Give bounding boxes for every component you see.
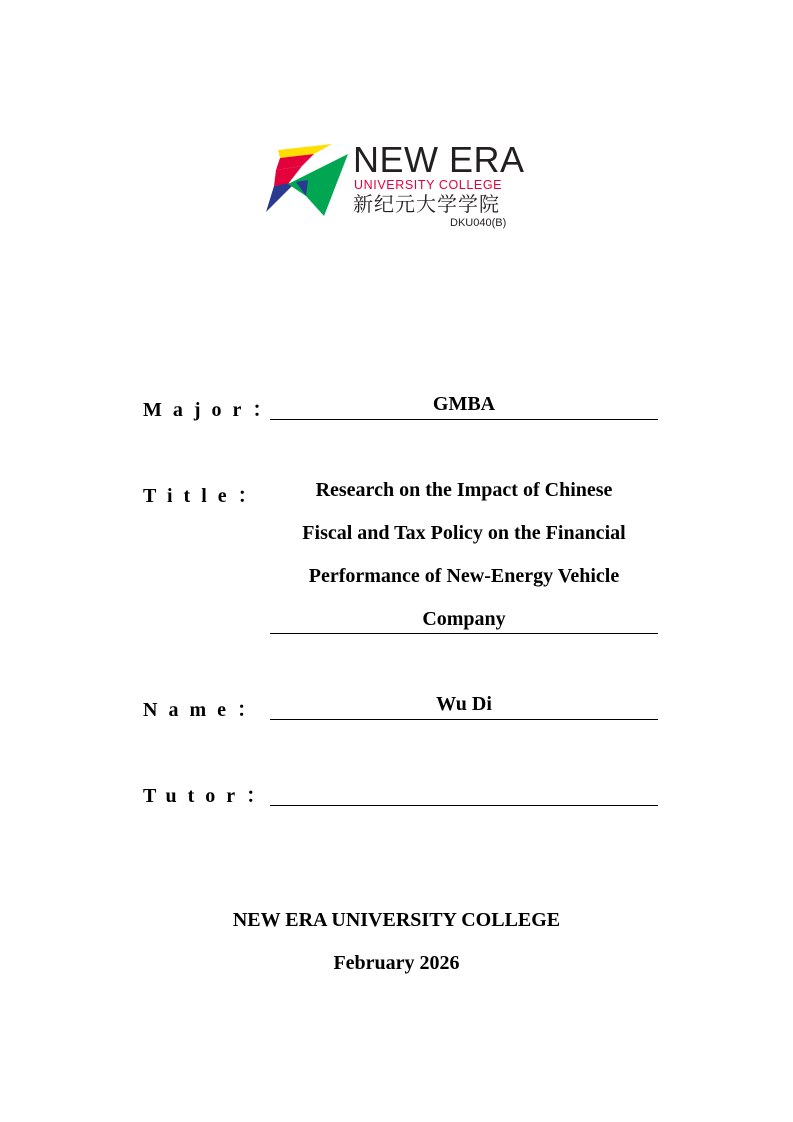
- logo-subtitle-en: UNIVERSITY COLLEGE: [354, 178, 503, 192]
- title-line: Company: [422, 608, 506, 630]
- title-value: [270, 469, 658, 634]
- logo-registration-code: DKU040(B): [450, 217, 507, 229]
- logo-name-en: NEW ERA: [353, 139, 525, 180]
- title-line: Performance of New-Energy Vehicle: [308, 565, 620, 587]
- tutor-label: Tutor：: [143, 785, 278, 807]
- title-label: Title：: [143, 485, 269, 507]
- logo-name-zh: 新纪元大学学院: [353, 192, 500, 216]
- university-logo: [266, 139, 526, 236]
- major-value: GMBA: [270, 383, 658, 420]
- major-label: Major：: [143, 399, 284, 421]
- tutor-value: [270, 769, 658, 806]
- footer-date: February 2026: [333, 952, 460, 974]
- title-line: Fiscal and Tax Policy on the Financial: [302, 522, 626, 544]
- title-line: Research on the Impact of Chinese: [315, 479, 613, 501]
- logo-mark-icon: [266, 144, 350, 216]
- footer-institution: NEW ERA UNIVERSITY COLLEGE: [232, 909, 561, 931]
- name-value: Wu Di: [270, 683, 658, 720]
- name-label: Name：: [143, 699, 268, 721]
